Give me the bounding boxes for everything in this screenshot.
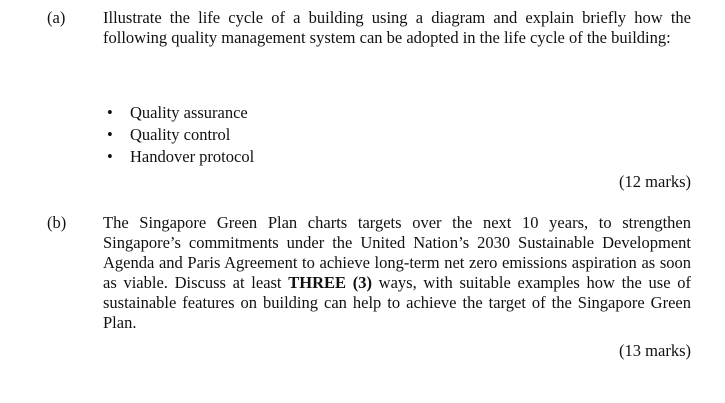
question-b-text	[103, 213, 691, 333]
emphasis-text: THREE (3)	[288, 273, 372, 292]
bullet-item: • Handover protocol	[103, 146, 254, 168]
question-a-text: Illustrate the life cycle of a building using a diagram and explain briefly how the following quality management system can be adopted in the life cycle of the building:	[103, 8, 691, 47]
bullet-item: • Quality control	[103, 124, 254, 146]
text-part: The Singapore Green Plan charts targets over the next 10 years, to strengthen Singapore’s commitments under the United Nation’s 2030 Sustainable Development Agenda and Paris Agreement to achieve long-term net zero emissions aspiration as soon as viable. Discuss at least	[103, 213, 691, 292]
question-a-marks: (12 marks)	[619, 172, 691, 191]
question-b-marks: (13 marks)	[619, 341, 691, 360]
text-part: ways, with suitable examples how the use of sustainable features on building can help to achieve the target of the Singapore Green Plan.	[103, 273, 691, 332]
bullet-list	[103, 102, 254, 168]
bullet-item: • Quality assurance	[103, 102, 254, 124]
question-a-label: (a)	[47, 8, 66, 27]
question-b-label: (b)	[47, 213, 67, 232]
